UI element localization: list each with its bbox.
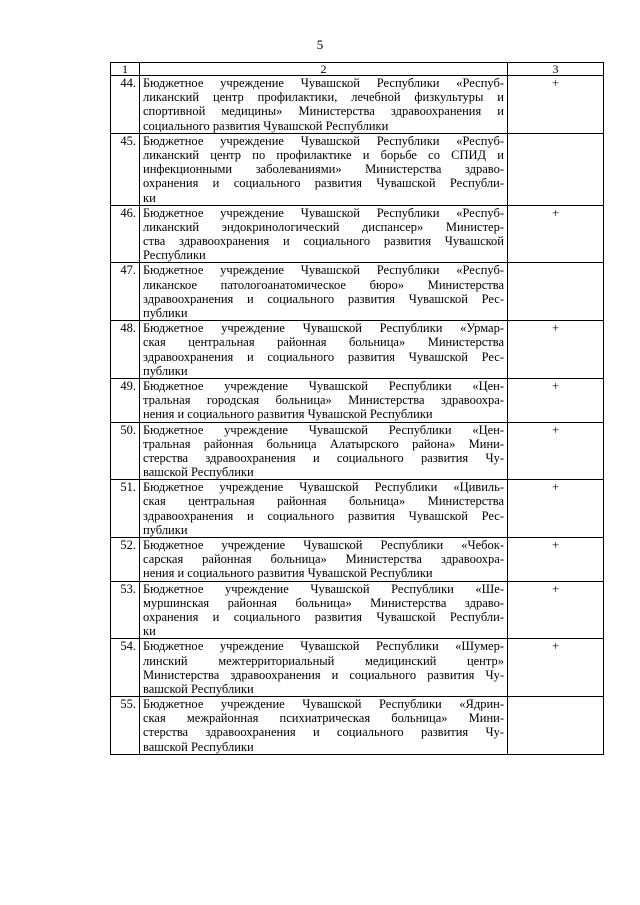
name-line: Бюджетное учреждение Чувашской Республики «Респуб- <box>143 76 504 90</box>
table-row <box>111 538 604 582</box>
name-line: Бюджетное учреждение Чувашской Республики «Респуб- <box>143 205 504 220</box>
name-line: тральная городская больница» Министерства здравоохра- <box>143 393 504 408</box>
row-mark: + <box>508 639 604 697</box>
name-line: ки <box>143 190 156 205</box>
name-line: спортивной медицины» Министерства здравоохранения и <box>143 104 504 119</box>
name-line: ская центральная районная больница» Министерства <box>143 494 504 509</box>
table-row <box>111 480 604 538</box>
row-number: 55. <box>111 697 140 755</box>
name-line: ская центральная районная больница» Министерства <box>143 335 504 350</box>
row-mark <box>508 133 604 205</box>
name-line: нения и социального развития Чувашской Республики <box>143 566 433 581</box>
name-line: публики <box>143 306 188 320</box>
name-line: линский межтерриториальный медицинский центр» <box>143 653 504 668</box>
row-number: 54. <box>111 639 140 697</box>
name-line: ликанский центр по профилактике и борьбе со СПИД и <box>143 147 504 162</box>
institution-name <box>140 538 508 582</box>
table-row <box>111 76 604 134</box>
name-line: ликанское патологоанатомическое бюро» Министерства <box>143 277 504 292</box>
institution-name <box>140 263 508 321</box>
name-line: инфекционными заболеваниями» Министерства здраво- <box>143 162 504 177</box>
page-number: 5 <box>316 37 324 52</box>
name-line: стерства здравоохранения и социального развития Чу- <box>143 450 504 465</box>
name-line: стерства здравоохранения и социального развития Чу- <box>143 725 504 740</box>
name-line: вашской Республики <box>143 739 254 754</box>
name-line: ская межрайонная психиатрическая больница» Мини- <box>143 711 504 726</box>
row-number: 46. <box>111 205 140 263</box>
header-col-3: 3 <box>508 63 604 76</box>
institution-name <box>140 422 508 480</box>
name-line: ства здравоохранения и социального развития Чувашской <box>143 234 504 249</box>
name-line: здравоохранения и социального развития Чувашской Рес- <box>143 508 504 523</box>
name-line: Бюджетное учреждение Чувашской Республики «Цивиль- <box>143 480 504 495</box>
table-row <box>111 205 604 263</box>
name-line: здравоохранения и социального развития Чувашской Рес- <box>143 291 504 306</box>
name-line: Бюджетное учреждение Чувашской Республики «Чебок- <box>143 538 504 552</box>
name-line: Бюджетное учреждение Чувашской Республики «Респуб- <box>143 133 504 148</box>
table-row <box>111 133 604 205</box>
name-line: Бюджетное учреждение Чувашской Республики «Цен- <box>143 378 504 393</box>
row-number: 51. <box>111 480 140 538</box>
row-number: 44. <box>111 76 140 134</box>
name-line: охранения и социального развития Чувашской Республи- <box>143 609 504 624</box>
row-number: 45. <box>111 133 140 205</box>
table-header-row <box>111 63 604 76</box>
name-line: Министерства здравоохранения и социального развития Чу- <box>143 667 504 682</box>
row-number: 48. <box>111 321 140 379</box>
table-body <box>111 63 604 755</box>
name-line: сарская районная больница» Министерства здравоохра- <box>143 552 504 567</box>
institution-name <box>140 480 508 538</box>
name-line: ликанский центр профилактики, лечебной физкультуры и <box>143 90 504 105</box>
name-line: публики <box>143 363 188 378</box>
institutions-table <box>110 62 604 755</box>
institution-name <box>140 133 508 205</box>
header-col-1: 1 <box>111 63 140 76</box>
institution-name <box>140 205 508 263</box>
name-line: Республики <box>143 248 206 263</box>
name-line: публики <box>143 522 188 537</box>
name-line: Бюджетное учреждение Чувашской Республики «Ше- <box>143 581 504 596</box>
name-line: нения и социального развития Чувашской Республики <box>143 407 433 422</box>
name-line: ки <box>143 624 156 639</box>
name-line: тральная районная больница Алатырского района» Мини- <box>143 436 504 451</box>
row-mark: + <box>508 76 604 134</box>
row-number: 53. <box>111 581 140 639</box>
name-line: муршинская районная больница» Министерства здраво- <box>143 595 504 610</box>
row-number: 47. <box>111 263 140 321</box>
name-line: вашской Республики <box>143 465 254 480</box>
institution-name <box>140 697 508 755</box>
table-row <box>111 697 604 755</box>
institution-name <box>140 321 508 379</box>
name-line: вашской Республики <box>143 681 254 696</box>
name-line: Бюджетное учреждение Чувашской Республики «Цен- <box>143 422 504 437</box>
row-number: 52. <box>111 538 140 582</box>
row-mark: + <box>508 581 604 639</box>
name-line: социального развития Чувашской Республики <box>143 118 389 133</box>
row-mark: + <box>508 480 604 538</box>
row-mark: + <box>508 321 604 379</box>
header-col-2: 2 <box>140 63 508 76</box>
row-mark <box>508 263 604 321</box>
name-line: охранения и социального развития Чувашской Республи- <box>143 176 504 191</box>
row-mark: + <box>508 538 604 582</box>
name-line: Бюджетное учреждение Чувашской Республики «Ядрин- <box>143 697 504 712</box>
row-mark: + <box>508 205 604 263</box>
name-line: здравоохранения и социального развития Чувашской Рес- <box>143 349 504 364</box>
table-row <box>111 639 604 697</box>
row-number: 49. <box>111 378 140 422</box>
institution-name <box>140 581 508 639</box>
row-mark <box>508 697 604 755</box>
name-line: Бюджетное учреждение Чувашской Республики «Респуб- <box>143 263 504 278</box>
row-mark: + <box>508 378 604 422</box>
row-mark: + <box>508 422 604 480</box>
name-line: Бюджетное учреждение Чувашской Республики «Урмар- <box>143 321 504 336</box>
name-line: ликанский эндокринологический диспансер» Министер- <box>143 219 504 234</box>
institution-name <box>140 378 508 422</box>
institution-name <box>140 76 508 134</box>
table-row <box>111 321 604 379</box>
institution-name <box>140 639 508 697</box>
row-number: 50. <box>111 422 140 480</box>
table-row <box>111 581 604 639</box>
table-row <box>111 378 604 422</box>
table-row <box>111 263 604 321</box>
table-row <box>111 422 604 480</box>
name-line: Бюджетное учреждение Чувашской Республики «Шумер- <box>143 639 504 654</box>
